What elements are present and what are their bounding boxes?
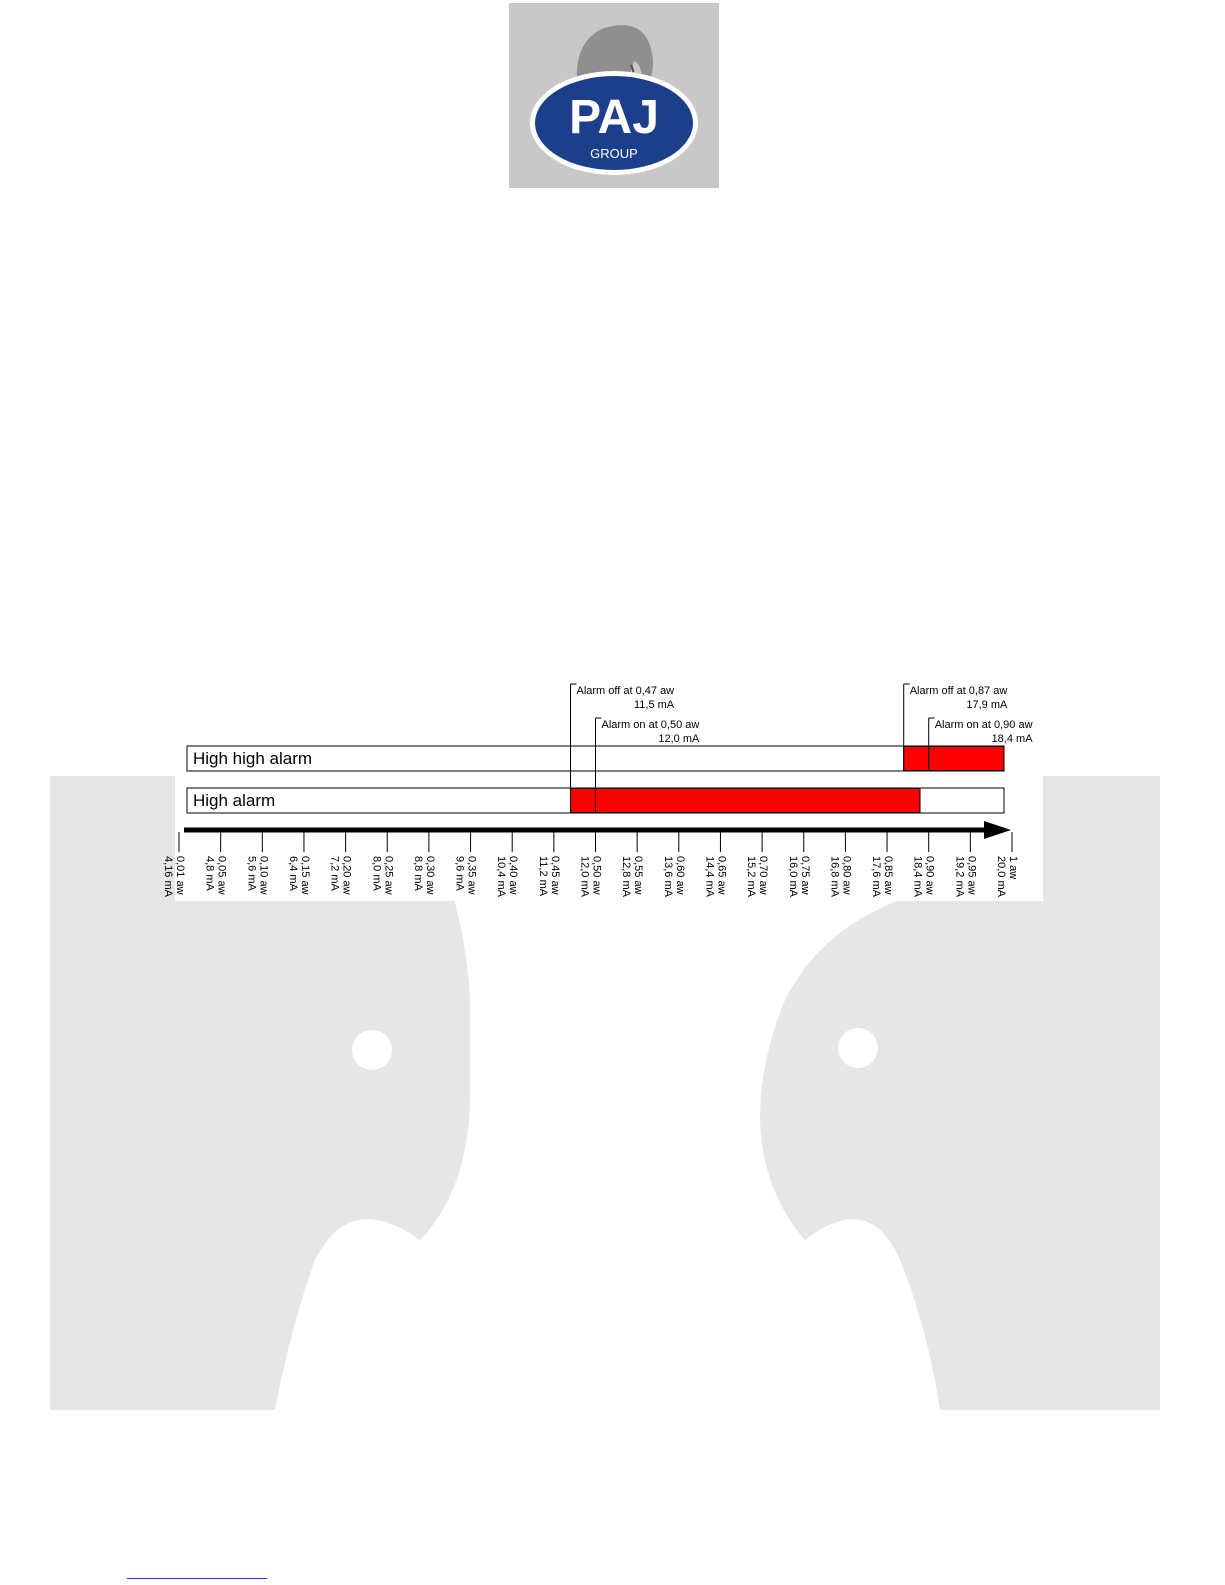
axis-tick-label-aw: 0,70 aw bbox=[757, 856, 770, 895]
axis-tick-label-ma: 14,4 mA bbox=[703, 856, 716, 897]
axis-tick-label-aw: 0,60 aw bbox=[673, 856, 686, 895]
axis-tick-label-ma: 13,6 mA bbox=[661, 856, 674, 897]
axis-tick-label-aw: 0,35 aw bbox=[465, 856, 478, 895]
axis-tick-label-ma: 8,8 mA bbox=[411, 856, 424, 891]
axis-tick-label-aw: 0,80 aw bbox=[840, 856, 853, 895]
axis-tick-label-aw: 0,45 aw bbox=[548, 856, 561, 895]
callout-value: 17,9 mA bbox=[966, 699, 1008, 711]
logo-subtext: GROUP bbox=[590, 146, 638, 161]
axis-tick-label-aw: 0,90 aw bbox=[923, 856, 936, 895]
axis-tick-label-ma: 6,4 mA bbox=[286, 856, 299, 891]
axis-tick-label-aw: 0,55 aw bbox=[632, 856, 645, 895]
axis-tick-label-ma: 16,8 mA bbox=[828, 856, 841, 897]
alarm-zone bbox=[904, 747, 1004, 771]
axis-tick-label-aw: 0,75 aw bbox=[798, 856, 811, 895]
axis-tick-label-aw: 0,50 aw bbox=[590, 856, 603, 895]
footer-link-underline[interactable] bbox=[127, 1578, 267, 1579]
axis-tick-label-aw: 0,40 aw bbox=[507, 856, 520, 895]
axis-tick-label-ma: 16,0 mA bbox=[786, 856, 799, 897]
callout-label: Alarm off at 0,87 aw bbox=[909, 685, 1008, 697]
axis-tick-label-aw: 0,85 aw bbox=[882, 856, 895, 895]
axis-tick-label-aw: 0,30 aw bbox=[423, 856, 436, 895]
axis-tick-label-ma: 8,0 mA bbox=[370, 856, 383, 891]
axis-tick-label-ma: 11,2 mA bbox=[536, 856, 549, 897]
callout-value: 12,0 mA bbox=[658, 733, 700, 745]
axis-tick-label-aw: 0,05 aw bbox=[215, 856, 228, 895]
axis-tick-label-aw: 1 aw bbox=[1007, 856, 1019, 880]
callout-label: Alarm on at 0,50 aw bbox=[601, 719, 700, 731]
axis-tick-label-ma: 10,4 mA bbox=[495, 856, 508, 897]
axis-tick-label-ma: 12,0 mA bbox=[578, 856, 591, 897]
alarm-bar-label: High high alarm bbox=[193, 749, 313, 768]
axis-tick-label-ma: 17,6 mA bbox=[870, 856, 883, 897]
alarm-zone bbox=[571, 789, 920, 813]
axis-tick-label-aw: 0,10 aw bbox=[257, 856, 270, 895]
axis-tick-label-ma: 12,8 mA bbox=[620, 856, 633, 897]
axis-tick-label-ma: 5,6 mA bbox=[245, 856, 258, 891]
callout-value: 18,4 mA bbox=[991, 733, 1033, 745]
callout-label: Alarm off at 0,47 aw bbox=[576, 685, 675, 697]
axis-tick-label-ma: 7,2 mA bbox=[328, 856, 341, 891]
axis-tick-label-ma: 19,2 mA bbox=[953, 856, 966, 897]
axis-tick-label-aw: 0,95 aw bbox=[965, 856, 978, 895]
axis-tick-label-ma: 15,2 mA bbox=[745, 856, 758, 897]
axis-tick-label-aw: 0,65 aw bbox=[715, 856, 728, 895]
axis-tick-label-aw: 0,01 aw bbox=[174, 856, 186, 895]
logo-text: PAJ bbox=[569, 91, 659, 144]
axis-tick-label-ma: 4,8 mA bbox=[203, 856, 216, 891]
axis-tick-label-aw: 0,15 aw bbox=[298, 856, 311, 895]
callout-label: Alarm on at 0,90 aw bbox=[934, 719, 1033, 731]
alarm-bar-label: High alarm bbox=[193, 791, 276, 810]
axis-tick-label-ma: 18,4 mA bbox=[911, 856, 924, 897]
axis-tick-label-ma: 4,16 mA bbox=[162, 856, 174, 897]
axis-tick-label-aw: 0,25 aw bbox=[382, 856, 395, 895]
axis-tick-label-aw: 0,20 aw bbox=[340, 856, 353, 895]
axis-tick-label-ma: 20,0 mA bbox=[995, 856, 1007, 897]
axis-tick-label-ma: 9,6 mA bbox=[453, 856, 466, 891]
callout-value: 11,5 mA bbox=[633, 699, 675, 711]
